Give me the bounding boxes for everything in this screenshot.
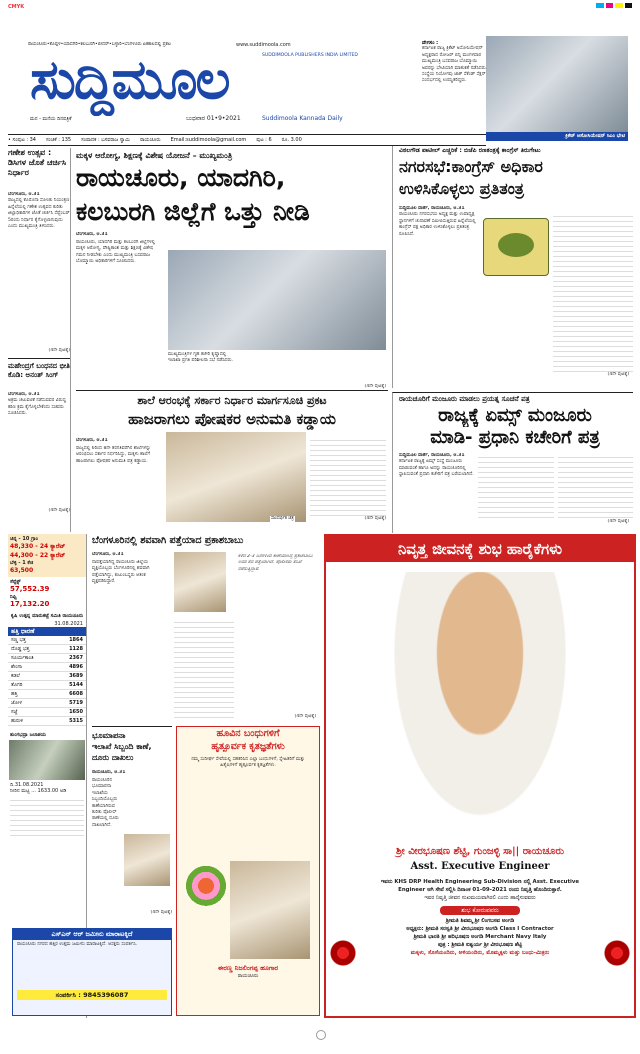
lead-kicker: ಮಕ್ಕಳ ಆರೋಗ್ಯ, ಶಿಕ್ಷಣಕ್ಕೆ ವಿಶೇಷ ಯೋಜನೆ – ಮುಖ್ಯಮಂತ್ರಿ xyxy=(76,151,233,160)
lead-body-bottom: ಮುಖ್ಯಮಂತ್ರಿಗಳ ಗೃಹ ಕಚೇರಿ ಕೃಷ್ಣಾದಲ್ಲಿ ಇಲಾಖಾ ಪ್ರಗತಿ ಪರಿಶೀಲನಾ ಸಭೆ ನಡೆಸಿದರು. xyxy=(168,352,234,364)
right-lead-dateline: ಸುದ್ದಿಮೂಲ ವಾರ್ತೆ, ರಾಯಚೂರು, ಆ.31 xyxy=(399,206,465,211)
school-text-col xyxy=(310,436,386,516)
wishers-label: ಶುಭ ಕೋರುವವರು xyxy=(440,906,520,915)
commodity-name: ಸೂರ್ಯಕಾಂತಿ xyxy=(11,655,34,661)
retirement-ad-name: ಶ್ರೀ ವೀರಭೂಷಣ ಶೆಟ್ಟಿ, ಗುಂಜಳ್ಳಿ ಸಾ|| ರಾಯಚೂರು xyxy=(395,846,565,857)
right-lead-body: ರಾಯಚೂರು ನಗರಸಭೆಯ ಅಧ್ಯಕ್ಷ ಮತ್ತು ಉಪಾಧ್ಯಕ್ಷ ಸ್ಥಾನಗಳಿಗೆ ಚುನಾವಣೆ ಸಮೀಪಿಸುತ್ತಿರುವ ಹಿನ್ನೆಲೆಯಲ್ಲಿ ಕಾಂಗ್ರೆಸ್ ಪಕ್ಷ ಅಧಿಕಾರ ಉಳಿಸಿಕೊಳ್ಳಲು ಪ್ರತಿತಂತ್ರ ರೂಪಿಸಿದೆ. xyxy=(399,212,476,237)
wisher-2: ಅಧ್ಯಕ್ಷರು: ಶ್ರೀಮತಿ ಸರಸ್ವತಿ ಶ್ರೀ ವೀರಭೂಷಣ ಅಂಗಡಿ Class I Contractor xyxy=(406,926,554,932)
price-table-row xyxy=(8,672,86,681)
publisher-name: SUDDIMOOLA PUBLISHERS INDIA LIMITED xyxy=(262,53,358,58)
lead-headline-2: ಕಲಬುರಗಿ ಜಿಲ್ಲೆಗೆ ಒತ್ತು ನೀಡಿ xyxy=(76,197,310,226)
commodity-price: 4896 xyxy=(69,664,83,670)
commodity-price: 5719 xyxy=(69,700,83,706)
retirement-ad xyxy=(324,534,636,1018)
school-photo xyxy=(166,432,306,522)
dam-details xyxy=(10,796,84,836)
commodity-price: 1864 xyxy=(69,637,83,643)
price-table-title: ಹತ್ತಿ ಧಾರಣೆ xyxy=(8,627,86,636)
dam-photo xyxy=(9,740,85,780)
price-table-row xyxy=(8,708,86,717)
bengaluru-headline: ಬೆಂಗಳೂರಿನಲ್ಲಿ ಶವವಾಗಿ ಪತ್ತೆಯಾದ ಪ್ರಕಾಶಬಾಬು xyxy=(92,535,244,546)
dam-level: ನೀರಿನ ಮಟ್ಟ ... 1633.00 ಅಡಿ xyxy=(10,788,67,794)
commodity-name: ಶೇಂಗಾ xyxy=(11,664,23,670)
gold-label: ಚಿನ್ನ - 10 ಗ್ರಾಂ xyxy=(10,536,38,542)
wisher-1: ಶ್ರೀಮತಿ ಶಿವಮ್ಮ ಶ್ರೀ ಲಿಂಗಬಸವ ಅಂಗಡಿ xyxy=(445,918,515,924)
left-story1-dateline: ಬೆಂಗಳೂರು, ಆ.31 xyxy=(8,192,40,197)
ration-kicker: ರಾಯಚೂರಿಗೆ ಮಂಜೂರು ಮಾಡಲು ಪ್ರಯತ್ನ ಸೂಚನೆ ಪತ್ರ xyxy=(399,395,530,403)
apmc-title: ಕೃಷಿ ಉತ್ಪನ್ನ ಮಾರುಕಟ್ಟೆ ಸಮಿತಿ ರಾಯಚೂರು xyxy=(10,613,84,619)
price-table-row xyxy=(8,699,86,708)
sensex-value: 57,552.39 xyxy=(10,585,50,593)
left-story2-more: (4ನೇ ಪುಟಕ್ಕೆ) xyxy=(48,508,70,514)
top-story-caption: ಕ್ರಿಕೆಟ್ ಅಸೋಸಿಯೇಷನ್ ಸಿಎಂ ಭೇಟಿ xyxy=(486,132,628,141)
flower-ad xyxy=(176,726,320,1016)
ration-dateline: ಸುದ್ದಿಮೂಲ ವಾರ್ತೆ, ರಾಯಚೂರು, ಆ.31 xyxy=(399,453,465,458)
commodity-name: ಜೋಳ xyxy=(11,700,22,706)
top-story-box xyxy=(422,40,490,132)
sensex-label: ಸೆನ್ಸೆಕ್ಸ್ xyxy=(10,579,21,585)
school-more: (4ನೇ ಪುಟಕ್ಕೆ) xyxy=(364,516,386,521)
flower-ad-title-1: ಹೂವಿನ ಬಂಧುಗಳಿಗೆ xyxy=(216,728,280,739)
crop-mark-bottom xyxy=(316,1030,326,1040)
left-story1-more: (4ನೇ ಪುಟಕ್ಕೆ) xyxy=(48,348,70,354)
small-ad-contact[interactable]: ಸಂಪರ್ಕಿಸಿ : 9845396087 xyxy=(17,990,167,1000)
masthead-logo: ಸುದ್ದಿಮೂಲ xyxy=(30,48,229,111)
price-table-row xyxy=(8,717,86,726)
commodity-name: ದೊಡ್ಡ ಭತ್ತ xyxy=(11,646,30,652)
info-price: ರೂ. 3.00 xyxy=(281,137,302,143)
commodity-name: ಕಡಲೆ xyxy=(11,673,20,679)
nifty-value: 17,132.20 xyxy=(10,600,50,608)
commodity-price: 5315 xyxy=(69,718,83,724)
survey-dateline: ರಾಯಚೂರು, ಆ.31 xyxy=(92,770,126,775)
retirement-ad-designation: Asst. Executive Engineer xyxy=(410,861,550,872)
info-email[interactable]: Email:suddimoola@gmail.com xyxy=(170,137,247,143)
ration-headline-2: ಮಾಡಿ- ಪ್ರಧಾನಿ ಕಚೇರಿಗೆ ಪತ್ರ xyxy=(430,427,600,448)
price-table-row xyxy=(8,681,86,690)
flower-ad-title-2: ಹೃತ್ಪೂರ್ವಕ ಕೃತಜ್ಞತೆಗಳು xyxy=(211,741,285,752)
small-ad-body: ರಾಯಚೂರು ನಗರದ ಹತ್ತಿರ ಉತ್ತಮ ಜಮೀನು ಮಾರಾಟಕ್ಕಿದೆ. ಆಸಕ್ತರು ಸಂಪರ್ಕಿಸಿ. xyxy=(17,942,138,947)
commodity-name: ಹತ್ತಿ xyxy=(11,691,18,697)
commodity-name: ತೊಗರಿ xyxy=(11,682,23,688)
info-place: ರಾಯಚೂರು xyxy=(139,137,161,143)
registration-marks xyxy=(596,3,632,8)
masthead-date: ಬುಧವಾರ 01•9•2021 xyxy=(186,115,241,122)
ration-box xyxy=(392,392,633,533)
commodity-name: ಸಜ್ಜೆ xyxy=(11,709,18,715)
price-table xyxy=(8,636,86,726)
school-dateline: ಬೆಂಗಳೂರು, ಆ.31 xyxy=(76,438,108,443)
commodity-price: 6608 xyxy=(69,691,83,697)
price-table-row xyxy=(8,636,86,645)
right-lead-more: (4ನೇ ಪುಟಕ್ಕೆ) xyxy=(607,372,629,378)
bengaluru-text-col-2 xyxy=(174,618,234,718)
flower-ad-person-photo xyxy=(230,861,310,959)
rose-left-icon xyxy=(330,940,356,966)
dam-date: ದಿ.31.08.2021 xyxy=(10,782,44,788)
retirement-ad-title: ನಿವೃತ್ತ ಜೀವನಕ್ಕೆ ಶುಭ ಹಾರೈಕೆಗಳು xyxy=(326,536,634,562)
ration-more: (4ನೇ ಪುಟಕ್ಕೆ) xyxy=(607,519,629,525)
left-story2-title: ಮಹೇಂದ್ರಗೆ ಬಂಧನದ ಭೀತಿ ಕೊಡಿ: ಅನಂತ್ ಸಿಂಗ್ xyxy=(8,361,70,379)
dam-title: ತುಂಗಭದ್ರಾ ಜಲಾಶಯ xyxy=(10,732,46,738)
gold-24k: 48,330 - 24 ಕ್ಯಾರೆಟ್ xyxy=(10,543,66,550)
masthead-english: Suddimoola Kannada Daily xyxy=(262,115,343,122)
gold-22k: 44,300 - 22 ಕ್ಯಾರೆಟ್ xyxy=(10,552,66,559)
commodity-price: 3689 xyxy=(69,673,83,679)
price-table-row xyxy=(8,645,86,654)
price-table-row xyxy=(8,690,86,699)
masthead-tagline: ಮನ - ಮನೆಯ ದಿನಪತ್ರಿಕೆ xyxy=(30,116,72,122)
price-table-row xyxy=(8,654,86,663)
right-lead-kicker: ವಿಠಲಗೌಡ ಪಾಟೀಲ್ ಎಚ್ಚರಿಕೆ : ಬಿಜೆಪಿ ರಣತಂತ್ರಕ್ಕೆ ಕಾಂಗ್ರೆಸ್ ತಿರುಗೇಟು xyxy=(399,147,541,154)
survey-body: ರಾಯಚೂರಿನ ಭೂಮಾಪನಾ ಇಲಾಖೆಯ ಸಿಬ್ಬಂದಿಯೊಬ್ಬರು ಕಾಣೆಯಾಗಿರುವ ಕುರಿತು ಪೊಲೀಸ್ ಠಾಣೆಯಲ್ಲಿ ದೂರು ದಾಖಲಾಗಿದೆ. xyxy=(92,778,119,828)
school-body: ರಾಜ್ಯದಲ್ಲಿ 6ರಿಂದ 8ನೇ ತರಗತಿವರೆಗಿನ ಶಾಲೆಗಳನ್ನು ಆರಂಭಿಸಲು ಸರ್ಕಾರ ನಿರ್ಧರಿಸಿದ್ದು, ಮಕ್ಕಳು ಶಾಲೆಗೆ ಹಾಜರಾಗಲು ಪೋಷಕರ ಅನುಮತಿ ಪತ್ರ ಕಡ್ಡಾಯ. xyxy=(76,446,151,464)
commodity-price: 2367 xyxy=(69,655,83,661)
small-ad-title: ಎಸ್‌ಎನ್ ಆರ್ ಜಮೀನು ಮಾರಾಟಕ್ಕಿದೆ xyxy=(13,929,171,940)
top-strip-cities: ರಾಯಚೂರು•ಕೊಪ್ಪಳ•ಯಾದಗಿರಿ•ಕಲಬುರಗಿ•ಬೀದರ್•ಬಳ್ಳಾರಿ•ಬೆಂಗಳೂರು ಏಕಕಾಲದಲ್ಲಿ ಪ್ರಕಟ xyxy=(28,42,171,47)
bengaluru-person-photo xyxy=(174,552,226,612)
lead-more: (4ನೇ ಪುಟಕ್ಕೆ) xyxy=(364,384,386,389)
silver-price: 63,500 xyxy=(10,567,34,574)
retirement-ad-line-2: Engineer ಆಗಿ ಸೇವೆ ಸಲ್ಲಿಸಿ ದಿನಾಂಕ 01-09-2021 ರಂದು ನಿವೃತ್ತಿ ಹೊಂದಿರುತ್ತಾರೆ. xyxy=(398,887,562,893)
info-pages: ಪುಟ : 6 xyxy=(256,137,272,143)
small-ad xyxy=(12,928,172,1016)
party-symbol xyxy=(483,218,549,276)
bengaluru-body: ನಾಪತ್ತೆಯಾಗಿದ್ದ ರಾಯಚೂರು ಜಿಲ್ಲೆಯ ವ್ಯಕ್ತಿಯೊಬ್ಬರು ಬೆಂಗಳೂರಿನಲ್ಲಿ ಶವವಾಗಿ ಪತ್ತೆಯಾಗಿದ್ದು, ಕುಟುಂಬಸ್ಥರು ಆತಂಕ ವ್ಯಕ್ತಪಡಿಸಿದ್ದಾರೆ. xyxy=(92,560,150,585)
left-story1-title: ಗಣೇಶ ಉತ್ಸವ : ಡಿಸಿಗಳ ಜೊತೆ ಚರ್ಚಿಸಿ ನಿರ್ಧಾರ xyxy=(8,148,67,177)
commodity-name: ಹುರುಳಿ xyxy=(11,718,24,724)
top-story-photo xyxy=(486,36,628,132)
bengaluru-more: (4ನೇ ಪುಟಕ್ಕೆ) xyxy=(294,714,316,719)
left-story2-body: ಅಕ್ರಮ ಚಟುವಟಿಕೆ ನಡೆಸುವವರ ವಿರುದ್ಧ ಕಠಿಣ ಕ್ರಮ ಕೈಗೊಳ್ಳಬೇಕೆಂದು ಸಚಿವರು ಸೂಚಿಸಿದರು. xyxy=(8,398,66,417)
survey-headline-1: ಭೂಮಾಪನಾ xyxy=(92,731,126,740)
top-story-header: ವೇಗಸಂ : xyxy=(422,40,439,46)
rose-right-icon xyxy=(604,940,630,966)
price-table-row xyxy=(8,663,86,672)
bengaluru-dateline: ಬೆಂಗಳೂರು, ಆ.31 xyxy=(92,552,124,557)
lead-body-left: ರಾಯಚೂರು, ಯಾದಗಿರಿ ಮತ್ತು ಕಲಬುರಗಿ ಜಿಲ್ಲೆಗಳಲ್ಲಿ ಮಕ್ಕಳ ಆರೋಗ್ಯ, ಪೌಷ್ಟಿಕಾಂಶ ಮತ್ತು ಶಿಕ್ಷಣಕ್ಕೆ ವಿಶೇಷ ಗಮನ ನೀಡಬೇಕು ಎಂದು ಮುಖ್ಯಮಂತ್ರಿ ಬಸವರಾಜ ಬೊಮ್ಮಾಯಿ ಅಧಿಕಾರಿಗಳಿಗೆ ಸೂಚಿಸಿದರು. xyxy=(76,240,156,265)
info-issue: ಸಂಚಿಕೆ : 135 xyxy=(45,137,72,143)
left-story2-dateline: ಬೆಂಗಳೂರು, ಆ.31 xyxy=(8,391,40,397)
apmc-date: 31.08.2021 xyxy=(54,621,83,627)
retirement-ad-photo xyxy=(380,572,580,842)
bengaluru-quote: ಕಳೆದ 2-3 ದಿನಗಳಿಂದ ಕಾಣೆಯಾಗಿದ್ದ ಪ್ರಕಾಶಬಾಬು ಅವರ ಶವ ಪತ್ತೆಯಾಗಿದೆ. ಪೊಲೀಸರು ತನಿಖೆ ನಡೆಸುತ್ತಿದ್ದಾರೆ. xyxy=(238,554,313,572)
left-column xyxy=(8,148,71,532)
ration-headline-1: ರಾಜ್ಯಕ್ಕೆ ಏಮ್ಸ್ ಮಂಜೂರು xyxy=(438,405,592,426)
silver-label: ಬೆಳ್ಳಿ - 1 ಕೆಜಿ xyxy=(10,560,34,566)
survey-rule xyxy=(92,726,172,727)
right-lead-box xyxy=(392,146,633,388)
right-lead-text-col xyxy=(553,212,633,372)
color-bar: CMYK xyxy=(8,4,25,10)
website-link[interactable]: www.suddimoola.com xyxy=(236,42,291,48)
survey-more: (4ನೇ ಪುಟಕ್ಕೆ) xyxy=(150,910,172,915)
left-story1-body: ರಾಜ್ಯದಲ್ಲಿ ಕೊರೊನಾ ಸೋಂಕು ನಿಯಂತ್ರಣ ಹಿನ್ನೆಲೆಯಲ್ಲಿ ಗಣೇಶ ಉತ್ಸವದ ಕುರಿತು ಜಿಲ್ಲಾಧಿಕಾರಿಗಳ ಜೊತೆ ಚರ್ಚಿಸಿ ಸೆಪ್ಟೆಂಬರ್ 5ರಂದು ನಿರ್ಧಾರ ಕೈಗೊಳ್ಳಲಾಗುವುದು ಎಂದು ಮುಖ್ಯಮಂತ್ರಿ ತಿಳಿಸಿದರು. xyxy=(8,198,70,230)
retirement-ad-line-3: ಇವರ ನಿವೃತ್ತಿ ಜೀವನ ಸುಖಮಯವಾಗಿರಲಿ ಎಂದು ಹಾರೈಸುವವರು xyxy=(424,895,536,901)
retirement-ad-line-1: ಇವರು KHS DRP Health Engineering Sub-Division ನಲ್ಲಿ Asst. Executive xyxy=(380,879,580,885)
survey-headline-3: ದೂರು ದಾಖಲು xyxy=(92,753,134,762)
commodity-price: 1650 xyxy=(69,709,83,715)
wisher-3: ಶ್ರೀಮತಿ ಭಾರತಿ ಶ್ರೀ ಹರಿಭೂಷಣ ಅಂಗಡಿ Merchant Navy Italy xyxy=(413,934,547,940)
nifty-label: ನಿಫ್ಟಿ xyxy=(10,594,17,600)
flower-bouquet-image xyxy=(186,861,226,923)
wisher-5: ಮಕ್ಕಳು, ಸೊಸೆಯಂದಿರು, ಅಳಿಯಂದಿರು, ಮೊಮ್ಮಕ್ಕಳು ಮತ್ತು ಬಂಧು-ಮಿತ್ರರು xyxy=(410,950,550,956)
info-editor: ಸಂಪಾದಕ : ಬಸವರಾಜ ಸ್ವಾಮಿ xyxy=(81,137,130,143)
school-rule xyxy=(76,390,388,391)
wisher-4: ಪುತ್ರ : ಶ್ರೀಮತಿ ಐಶ್ವರ್ಯ ಶ್ರೀ ವೀರಭೂಷಣ ಶೆಟ್ಟಿ xyxy=(438,942,522,948)
school-caption: ಸಾಂದರ್ಭಿಕ ಚಿತ್ರ xyxy=(271,516,294,521)
top-story-text: ಕರ್ನಾಟಕ ರಾಜ್ಯ ಕ್ರಿಕೆಟ್ ಅಸೋಸಿಯೇಷನ್ ಅಧ್ಯಕ್ಷರಾದ ರೋಜರ್ ಬಿನ್ನಿ ಮಂಗಳವಾರ ಮುಖ್ಯಮಂತ್ರಿ ಬಸವರಾಜ ಬೊಮ್ಮಾಯಿ ಅವರನ್ನು ಭೇಟಿಯಾಗಿ ಮಾತುಕತೆ ನಡೆಸಿದರು. ಸಂಸ್ಥೆಯ ನಿಯೋಗವು ಜಾಕ್ ಸೆಕೆಂಡ್ ಸೆಕ್ಷನ್ ಸಂದರ್ಭದಲ್ಲಿ ಉಪಸ್ಥಿತರಿದ್ದರು. xyxy=(422,46,488,84)
ration-text-col-2 xyxy=(478,453,553,519)
info-volume: • ಸಂಪುಟ : 34 xyxy=(8,137,36,143)
school-kicker: ಶಾಲೆ ಆರಂಭಕ್ಕೆ ಸರ್ಕಾರ ನಿರ್ಧಾರ ಮಾರ್ಗಸೂಚಿ ಪ್ರಕಟ xyxy=(137,394,327,407)
commodity-price: 1128 xyxy=(69,646,83,652)
survey-headline-2: ಇಲಾಖೆ ಸಿಬ್ಬಂದಿ ಕಾಣೆ, xyxy=(92,742,152,751)
lead-dateline: ಬೆಂಗಳೂರು, ಆ.31 xyxy=(76,232,108,237)
lead-photo xyxy=(168,250,386,350)
ration-text-col-3 xyxy=(558,453,633,519)
flower-ad-name: ಈರಣ್ಣ ನಿಜಲಿಂಗಪ್ಪ ಹೂಗಾರ xyxy=(217,964,279,972)
ration-body: ಕರ್ನಾಟಕ ರಾಜ್ಯಕ್ಕೆ ಏಮ್ಸ್ ಸಂಸ್ಥೆ ಮಂಜೂರು ಮಾಡುವಂತೆ ಹಾಗೂ ಅದನ್ನು ರಾಯಚೂರಿನಲ್ಲಿ ಸ್ಥಾಪಿಸುವಂತೆ ಪ್ರಧಾನಿ ಕಚೇರಿಗೆ ಪತ್ರ ಬರೆಯಲಾಗಿದೆ. xyxy=(399,459,474,478)
survey-person-photo xyxy=(124,834,170,886)
school-headline: ಹಾಜರಾಗಲು ಪೋಷಕರ ಅನುಮತಿ ಕಡ್ಡಾಯ xyxy=(128,410,336,428)
right-lead-headline-2: ಉಳಿಸಿಕೊಳ್ಳಲು ಪ್ರತಿತಂತ್ರ xyxy=(399,179,524,198)
flower-ad-sub: ರಾಯಚೂರು xyxy=(237,973,259,979)
lead-headline-1: ರಾಯಚೂರು, ಯಾದಗಿರಿ, xyxy=(76,163,286,192)
commodity-name: ಸಣ್ಣ ಭತ್ತ xyxy=(11,637,26,643)
flower-ad-body: ನಮ್ಮ ಸುದೀರ್ಘ ಸೇವೆಯಲ್ಲಿ ಸಹಕರಿಸಿದ ಎಲ್ಲಾ ಬಂಧುಗಳಿಗೆ, ಸ್ನೇಹಿತರಿಗೆ ಮತ್ತು ಹಿತೈಷಿಗಳಿಗೆ ಹೃತ್ಪೂರ್ವಕ ಕೃತಜ್ಞತೆಗಳು. xyxy=(191,757,305,769)
info-bar xyxy=(8,134,486,146)
commodity-price: 5144 xyxy=(69,682,83,688)
right-lead-headline-1: ನಗರಸಭೆ:ಕಾಂಗ್ರೆಸ್ ಅಧಿಕಾರ xyxy=(399,157,543,176)
